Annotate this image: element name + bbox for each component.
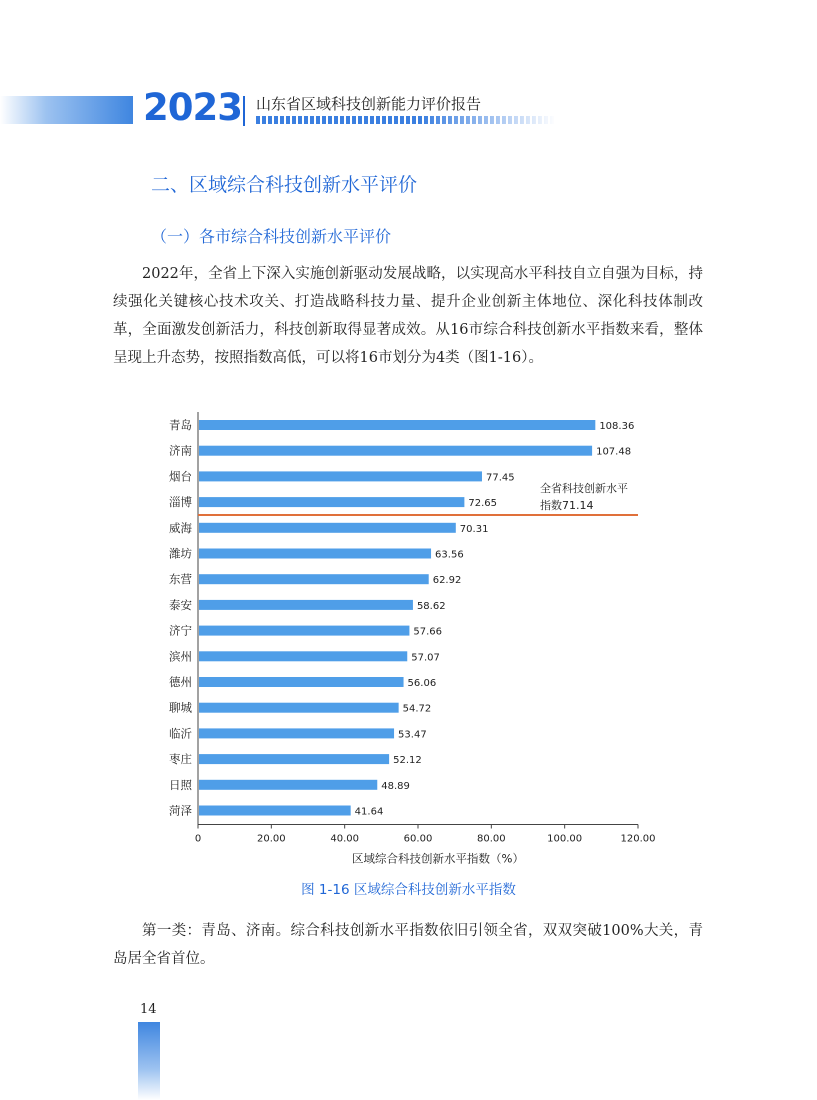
category-label-1: 济南 bbox=[169, 443, 192, 458]
x-tick-label-0: 0 bbox=[194, 833, 202, 845]
section-title: 二、区域综合科技创新水平评价 bbox=[151, 174, 418, 196]
x-tick-label-4: 80.00 bbox=[477, 833, 506, 845]
footer-gradient-bar bbox=[138, 1022, 160, 1100]
bar-8 bbox=[199, 626, 409, 636]
header-title: 山东省区域科技创新能力评价报告 bbox=[256, 95, 482, 113]
value-label-1: 107.48 bbox=[596, 446, 632, 458]
header-dotted-rule bbox=[256, 116, 556, 124]
x-axis-title: 区域综合科技创新水平指数（%） bbox=[352, 851, 524, 866]
category-label-6: 东营 bbox=[169, 572, 192, 587]
bar-13 bbox=[199, 754, 389, 764]
figure-caption: 图 1-16 区域综合科技创新水平指数 bbox=[301, 882, 516, 898]
header-separator bbox=[243, 96, 245, 126]
body-paragraph-1: 2022年，全省上下深入实施创新驱动发展战略，以实现高水平科技自立自强为目标，持续强化关键核心技术攻关、打造战略科技力量、提升企业创新主体地位、深化科技体制改革，全面激发创新活力，科技创新取得显著成效。从16市综合科技创新水平指数来看，整体呈现上升态势，按照指数高低，可以将16市划分为4类（图1-16）。 bbox=[113, 266, 703, 366]
category-label-0: 青岛 bbox=[169, 418, 192, 432]
bar-11 bbox=[199, 703, 399, 713]
subsection-title: （一）各市综合科技创新水平评价 bbox=[151, 227, 392, 246]
bar-chart bbox=[140, 400, 660, 875]
category-label-7: 泰安 bbox=[169, 597, 192, 612]
bar-2 bbox=[199, 471, 482, 481]
x-tick-label-1: 20.00 bbox=[257, 833, 286, 845]
category-label-2: 烟台 bbox=[169, 469, 192, 484]
header-gradient-bar bbox=[0, 96, 133, 124]
category-label-5: 潍坊 bbox=[169, 546, 192, 561]
category-label-3: 淄博 bbox=[169, 495, 192, 510]
category-label-9: 滨州 bbox=[169, 649, 192, 664]
category-label-14: 日照 bbox=[169, 777, 192, 792]
bar-5 bbox=[199, 549, 431, 559]
category-label-4: 威海 bbox=[169, 520, 192, 535]
x-tick-label-5: 100.00 bbox=[547, 833, 583, 845]
category-label-15: 菏泽 bbox=[169, 803, 192, 818]
value-label-13: 52.12 bbox=[393, 755, 422, 767]
bar-0 bbox=[199, 420, 595, 430]
bar-12 bbox=[199, 728, 394, 738]
page-number: 14 bbox=[140, 1002, 157, 1017]
value-label-15: 41.64 bbox=[354, 806, 384, 818]
category-label-10: 德州 bbox=[169, 675, 192, 689]
value-label-8: 57.66 bbox=[413, 626, 443, 638]
category-label-12: 临沂 bbox=[169, 726, 192, 741]
value-label-5: 63.56 bbox=[435, 549, 464, 561]
bar-1 bbox=[199, 446, 592, 456]
value-label-14: 48.89 bbox=[381, 780, 410, 792]
bar-7 bbox=[199, 600, 413, 610]
bar-9 bbox=[199, 651, 407, 661]
bar-3 bbox=[199, 497, 464, 507]
header-year: 2023 bbox=[143, 86, 242, 129]
value-label-9: 57.07 bbox=[411, 652, 440, 664]
category-label-11: 聊城 bbox=[169, 700, 192, 715]
value-label-12: 53.47 bbox=[398, 729, 427, 741]
value-label-0: 108.36 bbox=[599, 421, 635, 432]
annotation-line-2: 指数71.14 bbox=[540, 498, 594, 512]
annotation-line-1: 全省科技创新水平 bbox=[540, 481, 628, 495]
value-label-2: 77.45 bbox=[485, 472, 515, 484]
x-tick-label-2: 40.00 bbox=[330, 833, 359, 845]
value-label-11: 54.72 bbox=[402, 703, 432, 715]
x-tick-label-6: 120.00 bbox=[620, 833, 656, 845]
category-label-8: 济宁 bbox=[169, 623, 192, 638]
value-label-10: 56.06 bbox=[407, 678, 437, 689]
bar-15 bbox=[199, 806, 351, 816]
bar-4 bbox=[199, 523, 456, 533]
bar-6 bbox=[199, 574, 429, 584]
value-label-7: 58.62 bbox=[416, 600, 446, 612]
bar-14 bbox=[199, 780, 377, 790]
value-label-6: 62.92 bbox=[432, 575, 462, 587]
x-tick-label-3: 60.00 bbox=[403, 833, 433, 845]
category-label-13: 枣庄 bbox=[169, 752, 192, 767]
value-label-3: 72.65 bbox=[468, 498, 498, 510]
bar-10 bbox=[199, 677, 404, 687]
value-label-4: 70.31 bbox=[459, 523, 489, 535]
body-paragraph-2: 第一类：青岛、济南。综合科技创新水平指数依旧引领全省，双双突破100%大关，青岛居全省首位。 bbox=[113, 923, 703, 967]
